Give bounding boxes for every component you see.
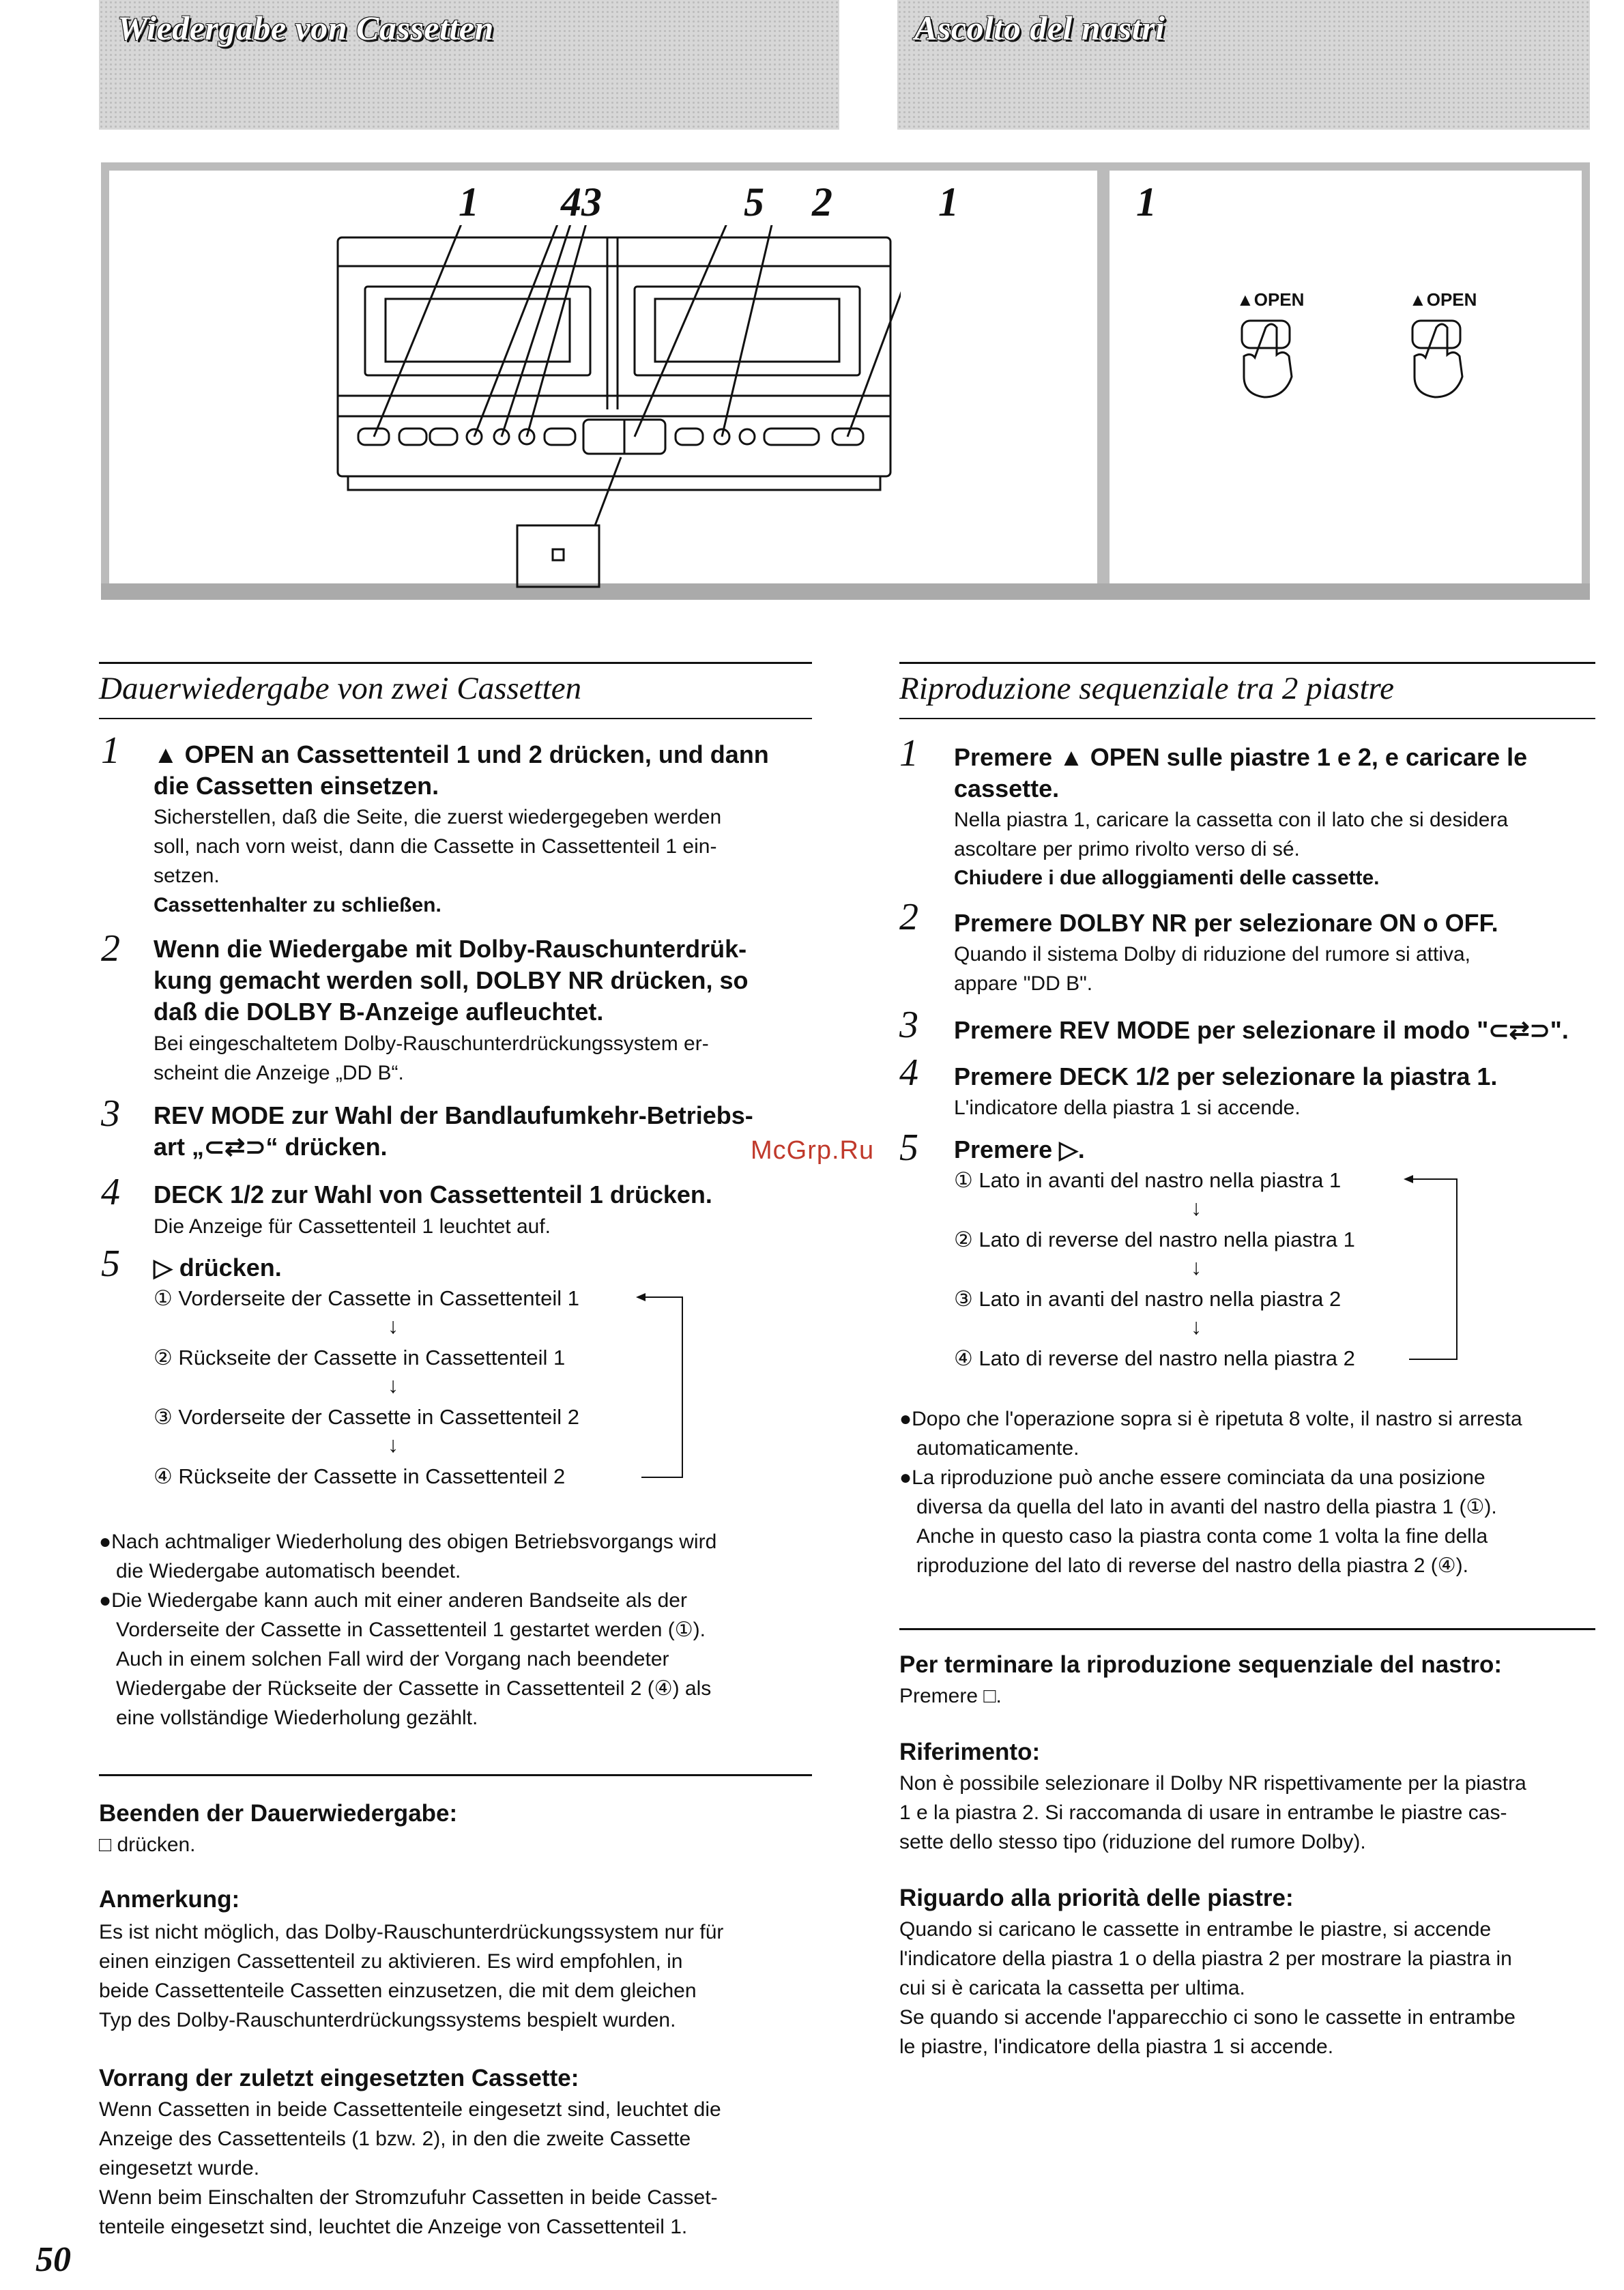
german-note-line-4: Vorderseite der Cassette in Cassettenteil 1 gestartet werden (①).: [116, 1619, 706, 1641]
callout-43: 43: [561, 179, 602, 224]
italian-step-4-number: 4: [899, 1052, 918, 1094]
german-sequence-item-4: ④ Rückseite der Cassette in Cassettenteil 2: [154, 1464, 566, 1488]
german-sequence-arrow-1: ↓: [388, 1314, 398, 1338]
german-note-body-4: Typ des Dolby-Rauschunterdrückungssystems bespielt wurden.: [99, 2009, 676, 2031]
italian-step-1-number: 1: [899, 732, 918, 774]
italian-sequence-item-3: ③ Lato in avanti del nastro nella piastra 2: [954, 1287, 1342, 1311]
german-step-3-number: 3: [101, 1092, 120, 1135]
german-priority-body-1: Wenn Cassetten in beide Cassettenteile eingesetzt sind, leuchtet die: [99, 2098, 721, 2121]
italian-step-1-heading-1: Premere ▲ OPEN sulle piastre 1 e 2, e caricare le: [954, 743, 1528, 771]
german-step-1-number: 1: [101, 729, 120, 772]
german-step-1-text-2: soll, nach vorn weist, dann die Cassette in Cassettenteil 1 ein-: [154, 835, 717, 858]
open-label-deck-2: ▲OPEN: [1409, 289, 1477, 310]
german-title-rule-top: [99, 662, 812, 664]
italian-note-line-6: riproduzione del lato di reverse del nastro della piastra 2 (④).: [916, 1554, 1468, 1577]
callout-2: 2: [812, 179, 832, 224]
italian-step-3-number: 3: [899, 1004, 918, 1046]
german-priority-title: Vorrang der zuletzt eingesetzten Cassette:: [99, 2065, 579, 2091]
italian-step-1-bold-text: Chiudere i due alloggiamenti delle cassette.: [954, 867, 1380, 889]
german-step-1-heading-2: die Cassetten einsetzen.: [154, 772, 439, 800]
italian-step-2-text-2: appare "DD B".: [954, 972, 1093, 995]
german-sequence-arrow-2: ↓: [388, 1373, 398, 1397]
italian-sequence-arrow-3: ↓: [1191, 1314, 1202, 1339]
italian-priority-title: Riguardo alla priorità delle piastre:: [899, 1885, 1294, 1911]
callout-right-panel: 1: [1136, 179, 1157, 224]
italian-step-4-heading-1: Premere DECK 1/2 per selezionare la piastra 1.: [954, 1062, 1498, 1090]
german-end-title: Beenden der Dauerwiedergabe:: [99, 1800, 458, 1827]
italian-ref-body-1: Non è possibile selezionare il Dolby NR rispettivamente per la piastra: [899, 1772, 1526, 1795]
italian-step-5-heading-1: Premere ▷.: [954, 1135, 1085, 1163]
german-step-1-heading-1: ▲ OPEN an Cassettenteil 1 und 2 drücken, und dann: [154, 740, 769, 768]
german-step-4-heading-1: DECK 1/2 zur Wahl von Cassettenteil 1 drücken.: [154, 1180, 712, 1208]
callout-1-left: 1: [459, 179, 479, 224]
german-step-2-heading-1: Wenn die Wiedergabe mit Dolby-Rauschunterdrük-: [154, 935, 747, 963]
italian-step-5-number: 5: [899, 1127, 918, 1169]
italian-priority-body-5: le piastre, l'indicatore della piastra 1 si accende.: [899, 2035, 1334, 2058]
italian-step-1-text-1: Nella piastra 1, caricare la cassetta con il lato che si desidera: [954, 809, 1509, 831]
italian-step-2-text-1: Quando il sistema Dolby di riduzione del rumore si attiva,: [954, 943, 1471, 966]
page-number: 50: [35, 2240, 71, 2279]
german-end-rule: [99, 1774, 812, 1776]
italian-note-line-3: ●La riproduzione può anche essere cominciata da una posizione: [899, 1466, 1485, 1489]
german-step-1-bold-text: Cassettenhalter zu schließen.: [154, 894, 441, 916]
german-priority-body-4: Wenn beim Einschalten der Stromzufuhr Cassetten in beide Casset-: [99, 2186, 718, 2209]
italian-priority-body-1: Quando si caricano le cassette in entrambe le piastre, si accende: [899, 1918, 1492, 1941]
german-note-title: Anmerkung:: [99, 1886, 240, 1913]
figure-divider: [1097, 162, 1110, 599]
german-step-1-text-1: Sicherstellen, daß die Seite, die zuerst wiedergegeben werden: [154, 806, 722, 828]
german-step-5-heading-1: ▷ drücken.: [154, 1253, 282, 1281]
italian-step-2-heading-1: Premere DOLBY NR per selezionare ON o OFF.: [954, 909, 1498, 937]
german-note-line-1: ●Nach achtmaliger Wiederholung des obigen Betriebsvorgangs wird: [99, 1531, 717, 1553]
german-note-body-1: Es ist nicht möglich, das Dolby-Rauschunterdrückungssystem nur für: [99, 1921, 724, 1943]
italian-ref-body-3: sette dello stesso tipo (riduzione del rumore Dolby).: [899, 1831, 1366, 1853]
italian-step-2-number: 2: [899, 896, 918, 938]
german-step-2-text-1: Bei eingeschaltetem Dolby-Rauschunterdrückungssystem er-: [154, 1032, 709, 1055]
german-sequence-item-1: ① Vorderseite der Cassette in Cassettenteil 1: [154, 1286, 579, 1310]
callout-5: 5: [744, 179, 764, 224]
german-priority-body-3: eingesetzt wurde.: [99, 2157, 260, 2179]
german-priority-body-5: tenteile eingesetzt sind, leuchtet die Anzeige von Cassettenteil 1.: [99, 2216, 688, 2238]
german-step-2-text-2: scheint die Anzeige „DD B“.: [154, 1062, 404, 1084]
italian-sequence-item-4: ④ Lato di reverse del nastro nella piastra 2: [954, 1346, 1355, 1370]
german-note-line-3: ●Die Wiedergabe kann auch mit einer anderen Bandseite als der: [99, 1589, 687, 1612]
german-note-line-7: eine vollständige Wiederholung gezählt.: [116, 1707, 478, 1729]
italian-step-1-heading-2: cassette.: [954, 774, 1060, 802]
italian-note-line-2: automaticamente.: [916, 1437, 1079, 1460]
italian-step-1-text-2: ascoltare per primo rivolto verso di sé.: [954, 838, 1300, 860]
german-step-1-text-3: setzen.: [154, 865, 220, 887]
italian-title-rule-top: [899, 662, 1595, 664]
italian-end-title: Per terminare la riproduzione sequenziale del nastro:: [899, 1651, 1503, 1678]
italian-priority-body-4: Se quando si accende l'apparecchio ci sono le cassette in entrambe: [899, 2006, 1516, 2029]
german-note-line-2: die Wiedergabe automatisch beendet.: [116, 1560, 461, 1582]
italian-priority-body-3: cui si è caricata la cassetta per ultima.: [899, 1977, 1245, 1999]
german-step-5-number: 5: [101, 1243, 120, 1285]
german-step-3-heading-2: art „⊂⇄⊃“ drücken.: [154, 1133, 388, 1161]
italian-end-body: Premere □.: [899, 1685, 1002, 1707]
watermark: McGrp.Ru: [751, 1136, 875, 1165]
italian-title-rule-bottom: [899, 718, 1595, 719]
german-step-4-number: 4: [101, 1171, 120, 1213]
italian-sequence-loop-line: [1402, 1175, 1464, 1366]
german-step-2-heading-2: kung gemacht werden soll, DOLBY NR drücken, so: [154, 966, 749, 994]
italian-sequence-item-2: ② Lato di reverse del nastro nella piastra 1: [954, 1228, 1355, 1251]
header-title-italian: Ascolto del nastri: [914, 9, 1165, 47]
italian-priority-body-2: l'indicatore della piastra 1 o della piastra 2 per mostrare la piastra in: [899, 1947, 1512, 1970]
italian-note-line-5: Anche in questo caso la piastra conta come 1 volta la fine della: [916, 1525, 1488, 1548]
german-step-2-number: 2: [101, 927, 120, 970]
german-title-rule-bottom: [99, 718, 812, 719]
header-title-german: Wiedergabe von Cassetten: [117, 9, 494, 47]
italian-ref-title: Riferimento:: [899, 1739, 1041, 1765]
german-step-2-heading-3: daß die DOLBY B-Anzeige aufleuchtet.: [154, 998, 604, 1026]
italian-note-line-1: ●Dopo che l'operazione sopra si è ripetuta 8 volte, il nastro si arresta: [899, 1408, 1522, 1430]
italian-note-line-4: diversa da quella del lato in avanti del nastro della piastra 1 (①).: [916, 1496, 1497, 1518]
italian-ref-body-2: 1 e la piastra 2. Si raccomanda di usare in entrambe le piastre cas-: [899, 1801, 1507, 1824]
italian-end-rule: [899, 1628, 1595, 1630]
german-note-line-5: Auch in einem solchen Fall wird der Vorgang nach beendeter: [116, 1648, 669, 1670]
italian-step-4-text-1: L'indicatore della piastra 1 si accende.: [954, 1097, 1301, 1119]
german-sequence-item-2: ② Rückseite der Cassette in Cassettenteil 1: [154, 1346, 566, 1369]
german-sequence-loop-line: [635, 1293, 689, 1484]
german-priority-body-2: Anzeige des Cassettenteils (1 bzw. 2), in den die zweite Cassette: [99, 2128, 691, 2150]
cassette-deck-illustration: [328, 225, 901, 607]
italian-sequence-arrow-2: ↓: [1191, 1255, 1202, 1279]
german-sequence-item-3: ③ Vorderseite der Cassette in Cassettenteil 2: [154, 1405, 579, 1429]
german-sequence-arrow-3: ↓: [388, 1432, 398, 1457]
german-step-3-heading-1: REV MODE zur Wahl der Bandlaufumkehr-Betriebs-: [154, 1101, 753, 1129]
german-note-body-2: einen einzigen Cassettenteil zu aktivieren. Es wird empfohlen, in: [99, 1950, 683, 1973]
open-label-deck-1: ▲OPEN: [1236, 289, 1305, 310]
german-note-line-6: Wiedergabe der Rückseite der Cassette in Cassettenteil 2 (④) als: [116, 1677, 712, 1700]
german-step-4-text-1: Die Anzeige für Cassettenteil 1 leuchtet auf.: [154, 1215, 551, 1238]
callout-1-right: 1: [938, 179, 959, 224]
german-end-body: □ drücken.: [99, 1834, 196, 1856]
italian-step-3-heading-1: Premere REV MODE per selezionare il modo "⊂⇄⊃".: [954, 1016, 1569, 1044]
italian-sequence-arrow-1: ↓: [1191, 1195, 1202, 1220]
german-note-body-3: beide Cassettenteile Cassetten einzusetzen, die mit dem gleichen: [99, 1980, 697, 2002]
german-section-title: Dauerwiedergabe von zwei Cassetten: [99, 671, 582, 706]
italian-sequence-item-1: ① Lato in avanti del nastro nella piastra 1: [954, 1168, 1342, 1192]
italian-section-title: Riproduzione sequenziale tra 2 piastre: [899, 671, 1394, 706]
